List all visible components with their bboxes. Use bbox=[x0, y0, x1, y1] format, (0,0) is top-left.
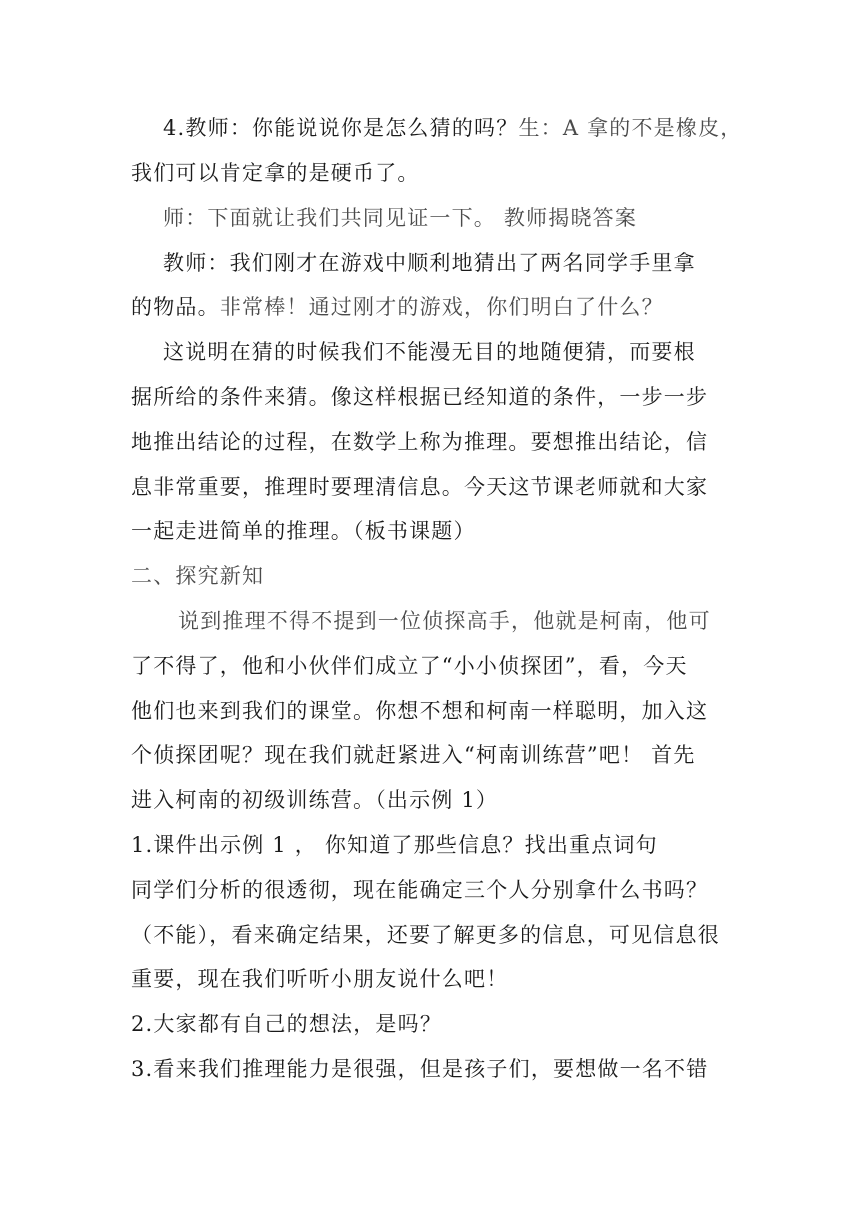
text-line: 我们可以肯定拿的是硬币了。 bbox=[131, 161, 420, 185]
text-line: 说到推理不得不提到一位侦探高手，他就是柯南，他可 bbox=[178, 609, 711, 633]
text-line: 进入柯南的初级训练营。（出示例 1） bbox=[131, 788, 499, 812]
text-segment: 的物品。 bbox=[131, 295, 220, 319]
text-line: 教师：我们刚才在游戏中顺利地猜出了两名同学手里拿 bbox=[163, 251, 696, 275]
text-line: 师：下面就让我们共同见证一下。 教师揭晓答案 bbox=[163, 206, 638, 230]
text-line bbox=[131, 292, 731, 322]
text-line: 息非常重要，推理时要理清信息。今天这节课老师就和大家 bbox=[131, 475, 709, 499]
text-line: （不能），看来确定结果，还要了解更多的信息，可见信息很 bbox=[131, 923, 720, 947]
text-line: 他们也来到我们的课堂。你想不想和柯南一样聪明，加入这 bbox=[131, 699, 709, 723]
text-segment: 4.教师：你能说说你是怎么猜的吗？ bbox=[163, 116, 519, 140]
text-line: 这说明在猜的时候我们不能漫无目的地随便猜，而要根 bbox=[163, 340, 696, 364]
text-line: 1.课件出示例 1 ， 你知道了那些信息？找出重点词句 bbox=[131, 833, 658, 857]
section-heading: 二、探究新知 bbox=[131, 564, 265, 588]
text-line: 一起走进简单的推理。（板书课题） bbox=[131, 519, 476, 543]
text-segment: 生：A 拿的不是橡皮， bbox=[518, 116, 743, 140]
text-line: 2.大家都有自己的想法，是吗？ bbox=[131, 1012, 443, 1036]
text-line bbox=[163, 113, 743, 143]
text-line: 了不得了，他和小伙伴们成立了“小小侦探团”，看，今天 bbox=[131, 654, 688, 678]
text-line: 3.看来我们推理能力是很强，但是孩子们，要想做一名不错 bbox=[131, 1057, 709, 1081]
text-line: 地推出结论的过程，在数学上称为推理。要想推出结论，信 bbox=[131, 430, 709, 454]
text-line: 重要，现在我们听听小朋友说什么吧！ bbox=[131, 967, 509, 991]
text-line: 同学们分析的很透彻，现在能确定三个人分别拿什么书吗？ bbox=[131, 878, 709, 902]
text-line: 据所给的条件来猜。像这样根据已经知道的条件，一步一步 bbox=[131, 385, 709, 409]
text-segment: 非常棒！通过刚才的游戏，你们明白了什么？ bbox=[219, 295, 664, 319]
text-line: 个侦探团呢？现在我们就赶紧进入“柯南训练营”吧！ 首先 bbox=[131, 743, 696, 767]
